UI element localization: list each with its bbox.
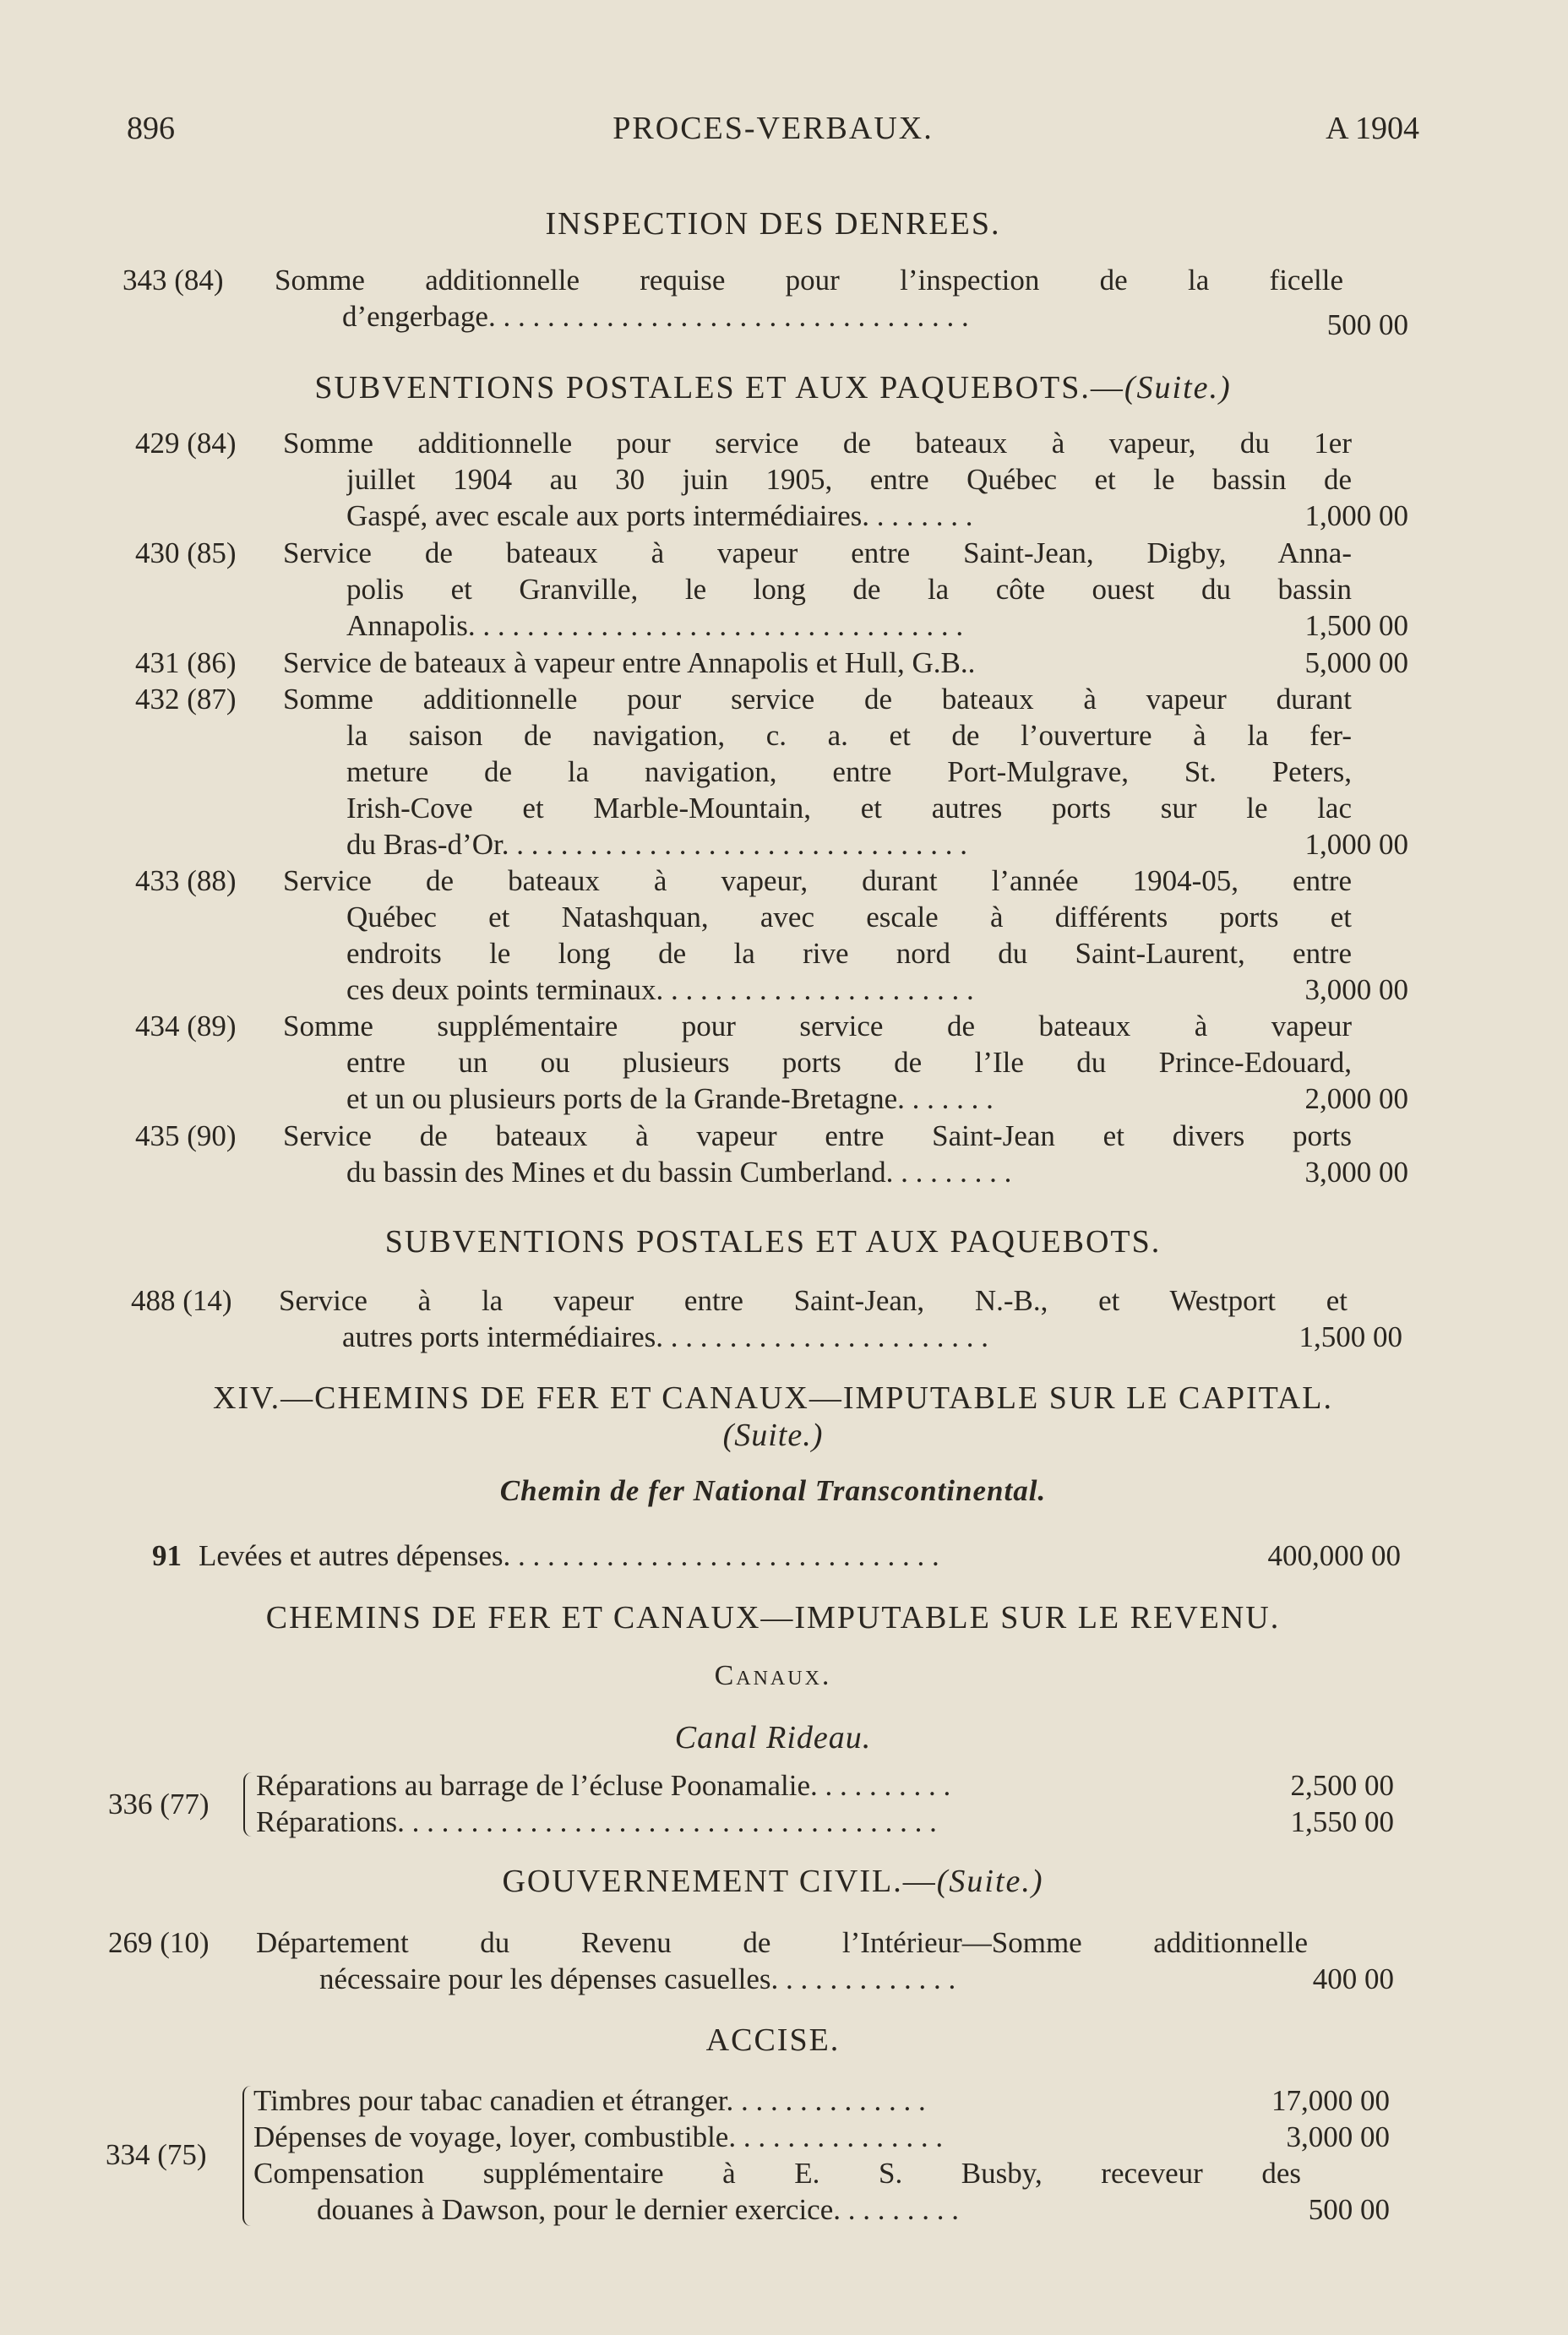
entry-number: 435 (90) — [135, 1119, 237, 1152]
entry-435 — [135, 1118, 1408, 1194]
entry-amount: 400 00 — [1312, 1962, 1394, 1995]
entry-text-line: Somme additionnelle requise pour l’inspection de la ficelle — [275, 264, 1343, 297]
entry-336 — [108, 1767, 1394, 1843]
section-heading-revenu: CHEMINS DE FER ET CANAUX—IMPUTABLE SUR LE REVENU. — [265, 1600, 1281, 1636]
entry-amount: 17,000 00 — [1271, 2084, 1390, 2117]
brace — [242, 2086, 251, 2226]
running-header — [127, 110, 1419, 161]
entry-text-line: entre un ou plusieurs ports de l’Ile du Prince-Edouard, — [346, 1046, 1352, 1079]
entry-text-line: d’engerbage. . . . . . . . . . . . . . . . . . . . . . . . . . . . . . . . . — [342, 300, 969, 333]
entry-number: 343 (84) — [122, 264, 224, 297]
entry-text-line: du Bras-d’Or. . . . . . . . . . . . . . . . . . . . . . . . . . . . . . . . — [346, 828, 967, 861]
entry-text-line: autres ports intermédiaires. . . . . . . . . . . . . . . . . . . . . . . — [342, 1320, 989, 1353]
entry-text-line: Département du Revenu de l’Intérieur—Somme additionnelle — [256, 1926, 1308, 1959]
entry-434 — [135, 1008, 1408, 1118]
entry-text-line: Somme additionnelle pour service de bateaux à vapeur durant — [283, 683, 1352, 716]
section-heading-accise: ACCISE. — [705, 2022, 841, 2058]
subheading-transcontinental: Chemin de fer National Transcontinental. — [499, 1474, 1047, 1507]
entry-text-line: Levées et autres dépenses. . . . . . . . . . . . . . . . . . . . . . . . . . . . . . — [199, 1539, 939, 1572]
entry-text-line: meture de la navigation, entre Port-Mulgrave, St. Peters, — [346, 755, 1352, 788]
entry-text-line: Somme additionnelle pour service de bateaux à vapeur, du 1er — [283, 427, 1352, 460]
section-heading-capital-suite: (Suite.) — [722, 1418, 824, 1453]
entry-amount: 2,500 00 — [1290, 1769, 1394, 1802]
entry-text-line: Compensation supplémentaire à E. S. Busby, receveur des — [253, 2157, 1301, 2190]
entry-text-line: Service de bateaux à vapeur, durant l’année 1904-05, entre — [283, 864, 1352, 897]
page-number: 896 — [127, 111, 175, 146]
entry-amount: 3,000 00 — [1304, 973, 1408, 1006]
entry-430 — [135, 535, 1408, 645]
entry-text-line: Réparations au barrage de l’écluse Poonamalie. . . . . . . . . . — [256, 1769, 951, 1802]
running-title: PROCES-VERBAUX. — [612, 111, 934, 146]
entry-number: 431 (86) — [135, 646, 237, 679]
running-year: A 1904 — [1326, 111, 1419, 146]
entry-text-line: Somme supplémentaire pour service de bateaux à vapeur — [283, 1010, 1352, 1042]
entry-text-line: Service de bateaux à vapeur entre Saint-Jean, Digby, Anna- — [283, 536, 1352, 569]
entry-text-line: endroits le long de la rive nord du Saint-Laurent, entre — [346, 937, 1352, 970]
entry-text-line: Annapolis. . . . . . . . . . . . . . . . . . . . . . . . . . . . . . . . . . — [346, 609, 964, 642]
entry-text-line: la saison de navigation, c. a. et de l’ouverture à la fer- — [346, 719, 1352, 752]
entry-number: 336 (77) — [108, 1788, 210, 1821]
section-heading-gouvernement — [110, 1863, 1436, 1900]
heading-text: GOUVERNEMENT CIVIL.— — [502, 1864, 937, 1899]
entry-text-line: Service à la vapeur entre Saint-Jean, N.-B., et Westport et — [279, 1284, 1348, 1317]
entry-269 — [108, 1924, 1394, 2000]
entry-433 — [135, 863, 1408, 1008]
entry-amount: 1,550 00 — [1290, 1805, 1394, 1838]
entry-amount: 3,000 00 — [1286, 2120, 1390, 2153]
entry-432 — [135, 681, 1408, 863]
heading-text: SUBVENTIONS POSTALES ET AUX PAQUEBOTS.— — [314, 370, 1124, 405]
entry-amount: 3,000 00 — [1304, 1156, 1408, 1189]
entry-number: 432 (87) — [135, 683, 237, 716]
entry-number: 433 (88) — [135, 864, 237, 897]
entry-text-line: Irish-Cove et Marble-Mountain, et autres ports sur le lac — [346, 792, 1352, 825]
entry-number: 488 (14) — [131, 1284, 232, 1317]
subheading-canal-rideau: Canal Rideau. — [674, 1720, 872, 1755]
entry-text-line: Dépenses de voyage, loyer, combustible. . . . . . . . . . . . . . . — [253, 2120, 944, 2153]
entry-number: 434 (89) — [135, 1010, 237, 1042]
subheading-canaux: Canaux. — [714, 1660, 832, 1691]
entry-amount: 400,000 00 — [1267, 1539, 1401, 1572]
entry-number: 334 (75) — [106, 2138, 207, 2171]
entry-text-line: Timbres pour tabac canadien et étranger. . . . . . . . . . . . . . — [253, 2084, 926, 2117]
heading-suite: (Suite.) — [936, 1864, 1044, 1899]
entry-number: 430 (85) — [135, 536, 237, 569]
entry-text-line: Québec et Natashquan, avec escale à différents ports et — [346, 901, 1352, 933]
entry-text-line: Service de bateaux à vapeur entre Annapolis et Hull, G.B.. — [283, 646, 976, 679]
entry-amount: 1,500 00 — [1304, 609, 1408, 642]
section-heading-inspection: INSPECTION DES DENREES. — [545, 206, 1001, 242]
entry-text-line: Réparations. . . . . . . . . . . . . . . . . . . . . . . . . . . . . . . . . . . . . — [256, 1805, 937, 1838]
entry-text-line: Gaspé, avec escale aux ports intermédiaires. . . . . . . . — [346, 499, 973, 532]
entry-amount: 500 00 — [1326, 308, 1408, 341]
section-heading-capital: XIV.—CHEMINS DE FER ET CANAUX—IMPUTABLE SUR LE CAPITAL. — [213, 1380, 1333, 1416]
entry-text-line: du bassin des Mines et du bassin Cumberland. . . . . . . . . — [346, 1156, 1012, 1189]
brace — [243, 1772, 252, 1837]
entry-amount: 500 00 — [1308, 2193, 1390, 2226]
entry-488 — [131, 1282, 1402, 1358]
entry-amount: 1,000 00 — [1304, 499, 1408, 532]
entry-amount: 1,000 00 — [1304, 828, 1408, 861]
heading-suite: (Suite.) — [1124, 370, 1232, 405]
entry-429 — [135, 425, 1408, 535]
entry-text-line: douanes à Dawson, pour le dernier exercice. . . . . . . . . — [317, 2193, 960, 2226]
section-heading-subventions-suite — [110, 369, 1436, 406]
entry-amount: 1,500 00 — [1298, 1320, 1402, 1353]
entry-text-line: nécessaire pour les dépenses casuelles. . . . . . . . . . . . . — [319, 1962, 956, 1995]
entry-343 — [122, 262, 1408, 341]
entry-number: 429 (84) — [135, 427, 237, 460]
entry-91 — [152, 1538, 1401, 1574]
entry-amount: 2,000 00 — [1304, 1082, 1408, 1115]
entry-text-line: polis et Granville, le long de la côte ouest du bassin — [346, 573, 1352, 606]
entry-number: 269 (10) — [108, 1926, 210, 1959]
section-heading-subventions: SUBVENTIONS POSTALES ET AUX PAQUEBOTS. — [384, 1224, 1162, 1260]
entry-text-line: juillet 1904 au 30 juin 1905, entre Québec et le bassin de — [346, 463, 1352, 496]
entry-text-line: Service de bateaux à vapeur entre Saint-Jean et divers ports — [283, 1119, 1352, 1152]
entry-431 — [135, 645, 1408, 681]
entry-334 — [106, 2082, 1390, 2234]
entry-text-line: ces deux points terminaux. . . . . . . . . . . . . . . . . . . . . . — [346, 973, 974, 1006]
entry-number: 91 — [152, 1539, 182, 1572]
entry-amount: 5,000 00 — [1304, 646, 1408, 679]
entry-text-line: et un ou plusieurs ports de la Grande-Bretagne. . . . . . . — [346, 1082, 994, 1115]
